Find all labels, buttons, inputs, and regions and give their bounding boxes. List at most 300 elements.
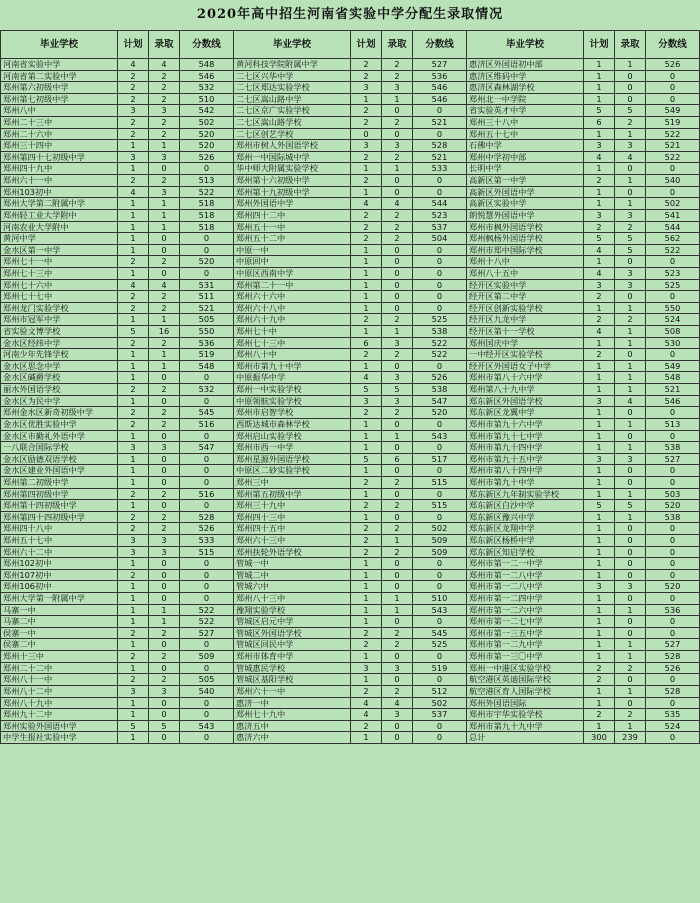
cell-admitted: 6 [382,454,413,466]
cell-plan: 1 [584,523,615,535]
cell-admitted: 0 [149,163,180,175]
table-row [467,71,700,83]
cell-plan: 1 [584,384,615,396]
cell-score: 521 [646,384,700,396]
cell-score: 0 [413,105,467,117]
cell-plan: 3 [118,686,149,698]
cell-plan: 1 [118,431,149,443]
cell-plan: 1 [118,732,149,744]
cell-score: 544 [413,198,467,210]
cell-score: 0 [180,500,234,512]
table-row [1,674,234,686]
table-row [467,593,700,605]
cell-school: 丽水外国语学校 [1,384,118,396]
cell-score: 541 [646,210,700,222]
cell-school: 省实验文博学校 [1,326,118,338]
cell-school: 郑州七十一中 [1,256,118,268]
table-row [234,698,467,710]
cell-plan: 3 [584,140,615,152]
cell-plan: 1 [351,94,382,106]
cell-plan: 2 [118,129,149,141]
cell-plan: 3 [584,454,615,466]
cell-school: 二七区郑达实验学校 [234,82,351,94]
cell-plan: 1 [118,314,149,326]
cell-school: 管城六中 [234,581,351,593]
cell-school: 惠济区森林湖学校 [467,82,584,94]
cell-school: 高新区实验中学 [467,198,584,210]
cell-admitted: 1 [615,338,646,350]
table-row [467,489,700,501]
cell-score: 0 [646,465,700,477]
table-row [467,280,700,292]
cell-score: 0 [180,233,234,245]
cell-school: 郑州市第九十五中学 [467,454,584,466]
cell-score: 526 [413,372,467,384]
cell-school: 郑州星源外国语学校 [234,454,351,466]
cell-plan: 1 [584,71,615,83]
cell-school: 郑州市第九十四中学 [467,442,584,454]
cell-school: 郑州七十六中 [1,280,118,292]
cell-school: 黄河科技学院附属中学 [234,59,351,71]
cell-school: 惠济一中 [234,698,351,710]
cell-admitted: 0 [149,709,180,721]
table-row [234,523,467,535]
cell-score: 519 [413,663,467,675]
table-row [1,361,234,373]
cell-admitted: 2 [149,256,180,268]
cell-admitted: 2 [615,222,646,234]
table-row [467,465,700,477]
cell-school: 郑东新区杨桥中学 [467,535,584,547]
cell-score: 0 [413,256,467,268]
cell-school: 郑州第二十一中 [234,280,351,292]
cell-score: 505 [180,674,234,686]
cell-score: 0 [180,709,234,721]
cell-plan: 5 [584,233,615,245]
cell-school: 郑州龙门实验学校 [1,303,118,315]
table-row [467,419,700,431]
cell-plan: 2 [118,628,149,640]
cell-admitted: 0 [615,407,646,419]
cell-score: 525 [646,280,700,292]
cell-plan: 1 [118,210,149,222]
cell-admitted: 0 [615,547,646,559]
cell-score: 536 [646,605,700,617]
cell-plan: 3 [351,82,382,94]
table-row [234,442,467,454]
cell-score: 0 [413,268,467,280]
cell-score: 513 [646,419,700,431]
cell-admitted: 1 [615,59,646,71]
table-row [234,477,467,489]
table-row [467,152,700,164]
cell-admitted: 3 [615,210,646,222]
table-row [467,268,700,280]
cell-admitted: 2 [149,674,180,686]
cell-admitted: 0 [615,94,646,106]
cell-score: 0 [646,535,700,547]
cell-admitted: 2 [149,651,180,663]
cell-score: 502 [646,198,700,210]
cell-school: 郑州市第一三五中学 [467,628,584,640]
cell-admitted: 0 [615,291,646,303]
table-row [234,674,467,686]
cell-score: 546 [413,82,467,94]
table-row [234,547,467,559]
cell-admitted: 0 [615,187,646,199]
cell-admitted: 3 [149,442,180,454]
table-row [234,105,467,117]
cell-score: 0 [646,163,700,175]
cell-score: 533 [413,163,467,175]
cell-plan: 1 [118,140,149,152]
cell-score: 0 [180,593,234,605]
table-row [1,558,234,570]
header-school: 毕业学校 [234,31,351,59]
table-row [234,605,467,617]
cell-school: 郑州市第九十中学 [467,477,584,489]
cell-school: 经开区第十一学校 [467,326,584,338]
cell-admitted: 1 [149,361,180,373]
cell-admitted: 0 [615,674,646,686]
cell-admitted: 2 [382,547,413,559]
cell-plan: 1 [118,698,149,710]
cell-score: 0 [646,187,700,199]
cell-school: 郑州五十七中 [467,129,584,141]
cell-admitted: 0 [615,465,646,477]
table-row [467,651,700,663]
cell-school: 惠济六中 [234,732,351,744]
cell-plan: 1 [351,361,382,373]
cell-admitted: 2 [615,709,646,721]
cell-school: 郑州市第一二八中学 [467,581,584,593]
cell-admitted: 2 [149,512,180,524]
cell-plan: 1 [351,570,382,582]
cell-admitted: 2 [382,71,413,83]
cell-admitted: 2 [382,233,413,245]
cell-admitted: 0 [615,71,646,83]
cell-plan: 1 [584,94,615,106]
header-school: 毕业学校 [467,31,584,59]
cell-plan: 1 [351,268,382,280]
table-row [1,94,234,106]
cell-school: 二七区京广实验学校 [234,105,351,117]
table-row [1,175,234,187]
table-row [1,523,234,535]
cell-school: 郑州三十九中 [234,500,351,512]
cell-admitted: 1 [382,163,413,175]
cell-admitted: 3 [382,140,413,152]
cell-plan: 2 [118,407,149,419]
cell-school: 郑州三十四中 [1,140,118,152]
cell-school: 郑州第四十七初级中学 [1,152,118,164]
cell-admitted: 3 [382,372,413,384]
table-row [467,338,700,350]
table-row [234,233,467,245]
cell-admitted: 3 [615,140,646,152]
table-row [234,512,467,524]
cell-plan: 3 [118,547,149,559]
cell-plan: 4 [584,152,615,164]
cell-plan: 1 [584,431,615,443]
cell-school: 郑州中学初中部 [467,152,584,164]
cell-admitted: 0 [382,732,413,744]
cell-admitted: 0 [382,291,413,303]
cell-plan: 6 [584,117,615,129]
table-row [234,500,467,512]
table-row [234,396,467,408]
cell-plan: 2 [584,674,615,686]
cell-admitted: 0 [382,256,413,268]
cell-school: 河南农业大学附中 [1,222,118,234]
table-row [1,581,234,593]
cell-score: 526 [646,59,700,71]
cell-school: 郑州107初中 [1,570,118,582]
cell-plan: 1 [584,605,615,617]
table-row [234,140,467,152]
table-row [1,384,234,396]
cell-admitted: 0 [382,280,413,292]
cell-score: 547 [180,442,234,454]
cell-plan: 3 [584,210,615,222]
cell-plan: 1 [584,372,615,384]
table-row [1,233,234,245]
cell-school: 郑州五十一中 [234,222,351,234]
cell-admitted: 2 [382,686,413,698]
cell-school: 郑东新区龙翼中学 [467,407,584,419]
cell-score: 508 [646,326,700,338]
cell-school: 黄河中学 [1,233,118,245]
cell-admitted: 2 [382,477,413,489]
cell-school: 管城惠民学校 [234,663,351,675]
cell-admitted: 1 [149,605,180,617]
cell-plan: 1 [118,163,149,175]
table-row [234,175,467,187]
table-row [1,570,234,582]
cell-school: 郑州二十二中 [1,663,118,675]
cell-score: 543 [413,431,467,443]
cell-admitted: 3 [149,686,180,698]
cell-score: 528 [180,512,234,524]
cell-school: 郑州八十一中 [1,674,118,686]
cell-score: 0 [180,732,234,744]
table-row [1,593,234,605]
cell-school: 经开区创新实验学校 [467,303,584,315]
cell-plan: 2 [118,570,149,582]
cell-score: 526 [180,152,234,164]
cell-score: 527 [413,59,467,71]
cell-score: 0 [413,419,467,431]
table-row [234,163,467,175]
cell-school: 郑州六十九中 [234,314,351,326]
table-row [467,175,700,187]
cell-score: 513 [180,175,234,187]
cell-score: 538 [413,384,467,396]
cell-admitted: 3 [149,547,180,559]
table-row [1,338,234,350]
table-row [1,187,234,199]
cell-score: 512 [413,686,467,698]
header-plan: 计划 [118,31,149,59]
cell-plan: 2 [351,407,382,419]
cell-score: 537 [413,222,467,234]
cell-plan: 3 [584,396,615,408]
cell-school: 高新区第一中学 [467,175,584,187]
table-row [1,280,234,292]
cell-admitted: 5 [382,384,413,396]
cell-plan: 2 [118,256,149,268]
cell-score: 0 [180,396,234,408]
cell-score: 526 [646,663,700,675]
cell-admitted: 2 [382,117,413,129]
cell-plan: 1 [118,558,149,570]
table-row [467,384,700,396]
cell-admitted: 3 [149,187,180,199]
cell-plan: 1 [584,698,615,710]
cell-score: 0 [413,291,467,303]
cell-school: 郑州七十九中 [234,709,351,721]
table-row [467,396,700,408]
cell-score: 543 [180,721,234,733]
cell-plan: 1 [351,303,382,315]
cell-plan: 1 [584,198,615,210]
table-row [467,547,700,559]
table-row [234,187,467,199]
cell-score: 524 [646,721,700,733]
cell-admitted: 3 [149,105,180,117]
cell-school: 航空港区英迪国际学校 [467,674,584,686]
cell-admitted: 1 [149,210,180,222]
cell-plan: 1 [584,419,615,431]
cell-plan: 3 [351,396,382,408]
cell-school: 郑州一中国际城中学 [234,152,351,164]
cell-school: 郑州四十五中 [234,523,351,535]
cell-plan: 2 [118,512,149,524]
cell-school: 省实验英才中学 [467,105,584,117]
cell-plan: 1 [584,477,615,489]
table-row [234,361,467,373]
cell-school: 郑州第四初级中学 [1,489,118,501]
cell-school: 金水区第一中学 [1,245,118,257]
cell-plan: 2 [351,686,382,698]
cell-admitted: 0 [382,105,413,117]
cell-school: 马寨一中 [1,605,118,617]
cell-admitted: 2 [149,117,180,129]
cell-score: 526 [180,523,234,535]
cell-admitted: 0 [149,663,180,675]
cell-score: 0 [413,361,467,373]
header-row [234,31,467,59]
cell-admitted: 3 [615,280,646,292]
cell-admitted: 0 [149,570,180,582]
cell-plan: 300 [584,732,615,744]
cell-school: 金水区为民中学 [1,396,118,408]
cell-score: 515 [413,477,467,489]
table-row [234,303,467,315]
cell-school: 郑州市第九十九中学 [467,721,584,733]
table-row [1,500,234,512]
cell-score: 0 [180,163,234,175]
cell-admitted: 16 [149,326,180,338]
header-row [467,31,700,59]
cell-plan: 1 [351,674,382,686]
cell-plan: 1 [584,628,615,640]
cell-school: 金水区建业外国语中学 [1,465,118,477]
cell-school: 长明中学 [467,163,584,175]
table-block-1 [1,31,234,744]
cell-plan: 1 [118,500,149,512]
cell-score: 531 [180,280,234,292]
cell-plan: 1 [118,593,149,605]
table-row [234,372,467,384]
table-row [1,303,234,315]
cell-score: 516 [180,489,234,501]
cell-admitted: 5 [615,105,646,117]
cell-plan: 2 [351,628,382,640]
cell-score: 537 [413,709,467,721]
table-row [467,709,700,721]
cell-score: 543 [413,605,467,617]
cell-admitted: 1 [615,372,646,384]
cell-school: 金水区碱爵学校 [1,372,118,384]
cell-admitted: 3 [382,338,413,350]
table-row [234,489,467,501]
table-row [467,187,700,199]
cell-score: 0 [180,454,234,466]
cell-admitted: 3 [382,709,413,721]
cell-score: 536 [180,338,234,350]
cell-score: 521 [180,303,234,315]
cell-admitted: 0 [382,361,413,373]
cell-school: 金水区优胜实验中学 [1,419,118,431]
cell-admitted: 0 [382,419,413,431]
cell-school: 郑州四十九中 [1,163,118,175]
table-row [234,291,467,303]
cell-plan: 1 [351,280,382,292]
cell-admitted: 0 [149,396,180,408]
cell-admitted: 0 [382,129,413,141]
cell-admitted: 2 [382,628,413,640]
cell-school: 郑州第六初级中学 [1,82,118,94]
cell-school: 郑州三中 [234,477,351,489]
cell-admitted: 1 [149,140,180,152]
cell-admitted: 0 [149,454,180,466]
cell-score: 533 [180,535,234,547]
cell-school: 郑州第十九初级中学 [234,187,351,199]
cell-score: 528 [413,140,467,152]
cell-school: 郑州市第一二四中学 [467,593,584,605]
cell-school: 郑州第十四初级中学 [1,500,118,512]
cell-plan: 4 [118,187,149,199]
cell-admitted: 2 [149,407,180,419]
cell-admitted: 239 [615,732,646,744]
cell-admitted: 2 [149,384,180,396]
cell-plan: 2 [584,222,615,234]
cell-score: 0 [180,639,234,651]
cell-plan: 4 [118,59,149,71]
cell-school: 管城区基阳学校 [234,674,351,686]
cell-admitted: 2 [149,303,180,315]
cell-score: 509 [413,535,467,547]
cell-school: 二七区创艺学校 [234,129,351,141]
cell-school: 郑州六十八中 [234,303,351,315]
cell-score: 0 [180,698,234,710]
cell-school: 郑州八十三中 [234,593,351,605]
table-row [467,245,700,257]
cell-plan: 1 [584,512,615,524]
cell-score: 0 [646,558,700,570]
cell-admitted: 1 [615,129,646,141]
